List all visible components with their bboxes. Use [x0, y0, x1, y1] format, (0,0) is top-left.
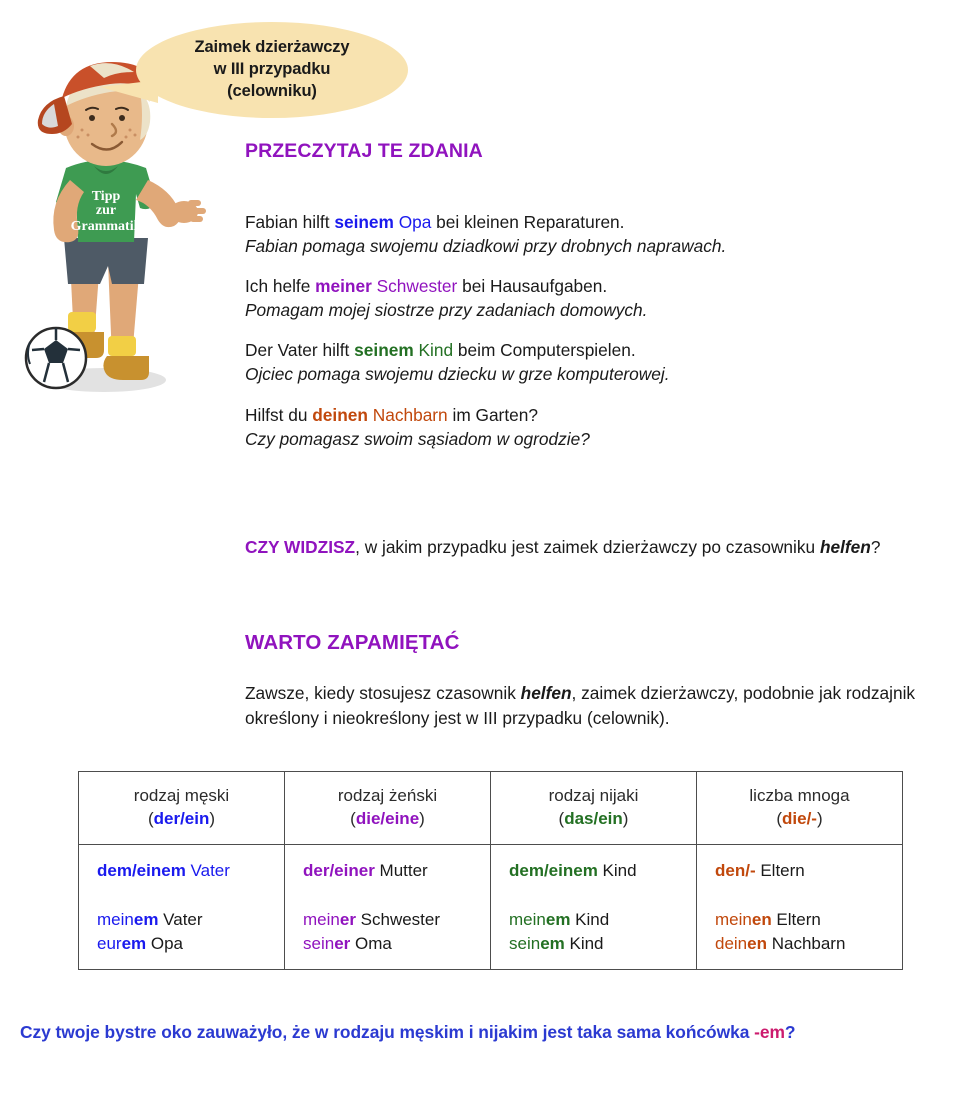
- shirt-text-line2: zur: [95, 203, 117, 218]
- possessive-example: [715, 908, 902, 931]
- sentence-suffix: im Garten?: [447, 404, 538, 425]
- dative-noun: Mutter: [374, 860, 428, 880]
- sentence-german: [245, 339, 945, 363]
- possessive-example: [509, 932, 696, 955]
- speech-bubble-line-2: w III przypadku: [213, 60, 331, 79]
- see-question-lead: CZY WIDZISZ: [245, 537, 356, 557]
- article-pair: die/-: [782, 809, 817, 829]
- pronoun-ending: er: [334, 933, 351, 953]
- gender-articles: (die/eine): [350, 809, 425, 829]
- pronoun-stem: sein: [509, 933, 541, 953]
- heading-read-sentences: PRZECZYTAJ TE ZDANIA: [245, 140, 483, 162]
- speech-bubble-line-1: Zaimek dzierżawczy: [194, 38, 350, 57]
- pronoun-ending: er: [339, 910, 356, 930]
- pronoun-stem: mein: [303, 910, 340, 930]
- sentence-noun: Kind: [413, 340, 454, 361]
- sentence-noun: Opa: [393, 212, 432, 232]
- sentence-pair: [245, 339, 945, 387]
- see-question-block: [245, 535, 935, 560]
- sentence-prefix: Fabian hilft: [245, 212, 335, 232]
- possessive-example: [303, 932, 490, 955]
- article-pair: der/ein: [153, 809, 210, 829]
- dative-articles: den/-: [715, 860, 756, 880]
- possessive-pronoun: deinen: [312, 404, 368, 425]
- example-noun: Vater: [158, 910, 203, 930]
- table-body-cell: [79, 844, 285, 969]
- table-body-row: [79, 844, 903, 969]
- sentence-polish: Fabian pomaga swojemu dziadkowi przy drobnych naprawach.: [245, 235, 727, 256]
- sentence-suffix: bei kleinen Reparaturen.: [431, 212, 625, 232]
- pronoun-stem: eur: [97, 933, 122, 953]
- gender-label: rodzaj nijaki: [548, 786, 639, 805]
- sentence-pair: [245, 211, 945, 259]
- dative-article-line: [715, 859, 902, 882]
- speech-bubble-text: [136, 22, 408, 118]
- pronoun-ending: em: [133, 910, 159, 930]
- shirt-text-line1: Tipp: [91, 189, 121, 204]
- pronoun-stem: dein: [715, 933, 748, 953]
- table-header-row: [79, 772, 903, 845]
- sentence-list: [245, 211, 945, 468]
- pronoun-stem: mein: [509, 910, 546, 930]
- sentence-prefix: Ich helfe: [245, 276, 316, 297]
- possessive-example: [303, 908, 490, 931]
- dative-noun: Vater: [185, 860, 230, 880]
- dative-articles: dem/einem: [509, 860, 598, 880]
- bottom-question-ending: -em: [754, 1022, 785, 1042]
- remember-part-1: Zawsze, kiedy stosujesz czasownik: [245, 683, 521, 703]
- table-header-cell: [285, 772, 491, 845]
- dative-article-line: [509, 859, 696, 882]
- remember-verb: helfen: [520, 683, 572, 703]
- sentence-noun: Schwester: [371, 276, 458, 297]
- sentence-polish: Ojciec pomaga swojemu dziecku w grze komputerowej.: [245, 364, 670, 385]
- dative-article-line: [97, 859, 284, 882]
- dative-article-line: [303, 859, 490, 882]
- example-noun: Eltern: [771, 910, 821, 930]
- sentence-pair: [245, 275, 945, 323]
- bottom-question: [20, 1022, 950, 1043]
- pronoun-ending: en: [747, 933, 767, 953]
- example-noun: Opa: [146, 933, 184, 953]
- pronoun-stem: mein: [97, 910, 134, 930]
- speech-bubble-line-3: (celowniku): [227, 81, 317, 100]
- example-noun: Oma: [350, 933, 392, 953]
- pronoun-stem: mein: [715, 910, 752, 930]
- see-question-tail: ?: [870, 537, 881, 557]
- dative-noun: Eltern: [755, 860, 805, 880]
- see-question-rest: , w jakim przypadku jest zaimek dzierżawczy po czasowniku: [355, 537, 820, 557]
- table-body-cell: [285, 844, 491, 969]
- table-body-cell: [491, 844, 697, 969]
- possessive-example: [97, 908, 284, 931]
- pronoun-ending: em: [545, 910, 571, 930]
- table-body-cell: [697, 844, 903, 969]
- declension-table: [78, 771, 903, 970]
- example-noun: Schwester: [355, 910, 441, 930]
- gender-label: rodzaj żeński: [337, 786, 438, 805]
- possessive-pronoun: meiner: [315, 276, 372, 297]
- table-header-cell: [697, 772, 903, 845]
- sentence-prefix: Hilfst du: [245, 404, 313, 425]
- article-pair: das/ein: [564, 809, 623, 829]
- speech-bubble: [136, 22, 408, 118]
- gender-label: rodzaj męski: [133, 786, 230, 805]
- possessive-example: [715, 932, 902, 955]
- table-header-cell: [79, 772, 285, 845]
- possessive-example: [509, 908, 696, 931]
- bottom-question-text: Czy twoje bystre oko zauważyło, że w rodzaju męskim i nijakim jest taka sama końcówka: [20, 1022, 755, 1042]
- gender-articles: (das/ein): [558, 809, 629, 829]
- possessive-pronoun: seinem: [354, 340, 414, 361]
- example-noun: Kind: [570, 910, 610, 930]
- sentence-prefix: Der Vater hilft: [245, 340, 355, 361]
- sentence-german: [245, 275, 945, 299]
- sentence-pair: [245, 404, 945, 452]
- pronoun-ending: em: [121, 933, 147, 953]
- dative-articles: der/einer: [303, 860, 375, 880]
- pronoun-ending: en: [751, 910, 772, 930]
- gender-articles: (die/-): [776, 809, 823, 829]
- sentence-noun: Nachbarn: [367, 404, 448, 425]
- table-header-cell: [491, 772, 697, 845]
- dative-noun: Kind: [597, 860, 637, 880]
- remember-part-2: , zaimek dzierżawczy, podobnie jak rodzajnik określony i nieokreślony jest w III przypadku (celownik).: [245, 683, 916, 729]
- possessive-pronoun: seinem: [334, 212, 394, 232]
- heading-worth-remembering: WARTO ZAPAMIĘTAĆ: [245, 631, 460, 654]
- see-question-verb: helfen: [819, 537, 871, 557]
- article-pair: die/eine: [355, 809, 420, 829]
- pronoun-ending: em: [540, 933, 565, 953]
- sentence-german: [245, 404, 945, 428]
- sentence-suffix: bei Hausaufgaben.: [457, 276, 608, 297]
- example-noun: Nachbarn: [766, 933, 846, 953]
- sentence-suffix: beim Computerspielen.: [453, 340, 636, 361]
- pronoun-stem: sein: [303, 933, 335, 953]
- sentence-polish: Czy pomagasz swoim sąsiadom w ogrodzie?: [245, 428, 590, 449]
- gender-articles: (der/ein): [147, 809, 216, 829]
- bottom-question-tail: ?: [784, 1022, 796, 1042]
- possessive-example: [97, 932, 284, 955]
- gender-label: liczba mnoga: [749, 786, 850, 805]
- shirt-text-line3: Grammatik: [70, 219, 142, 234]
- dative-articles: dem/einem: [97, 860, 186, 880]
- sentence-german: [245, 211, 945, 235]
- sentence-polish: Pomagam mojej siostrze przy zadaniach domowych.: [245, 300, 648, 321]
- remember-paragraph: [245, 681, 935, 731]
- example-noun: Kind: [564, 933, 604, 953]
